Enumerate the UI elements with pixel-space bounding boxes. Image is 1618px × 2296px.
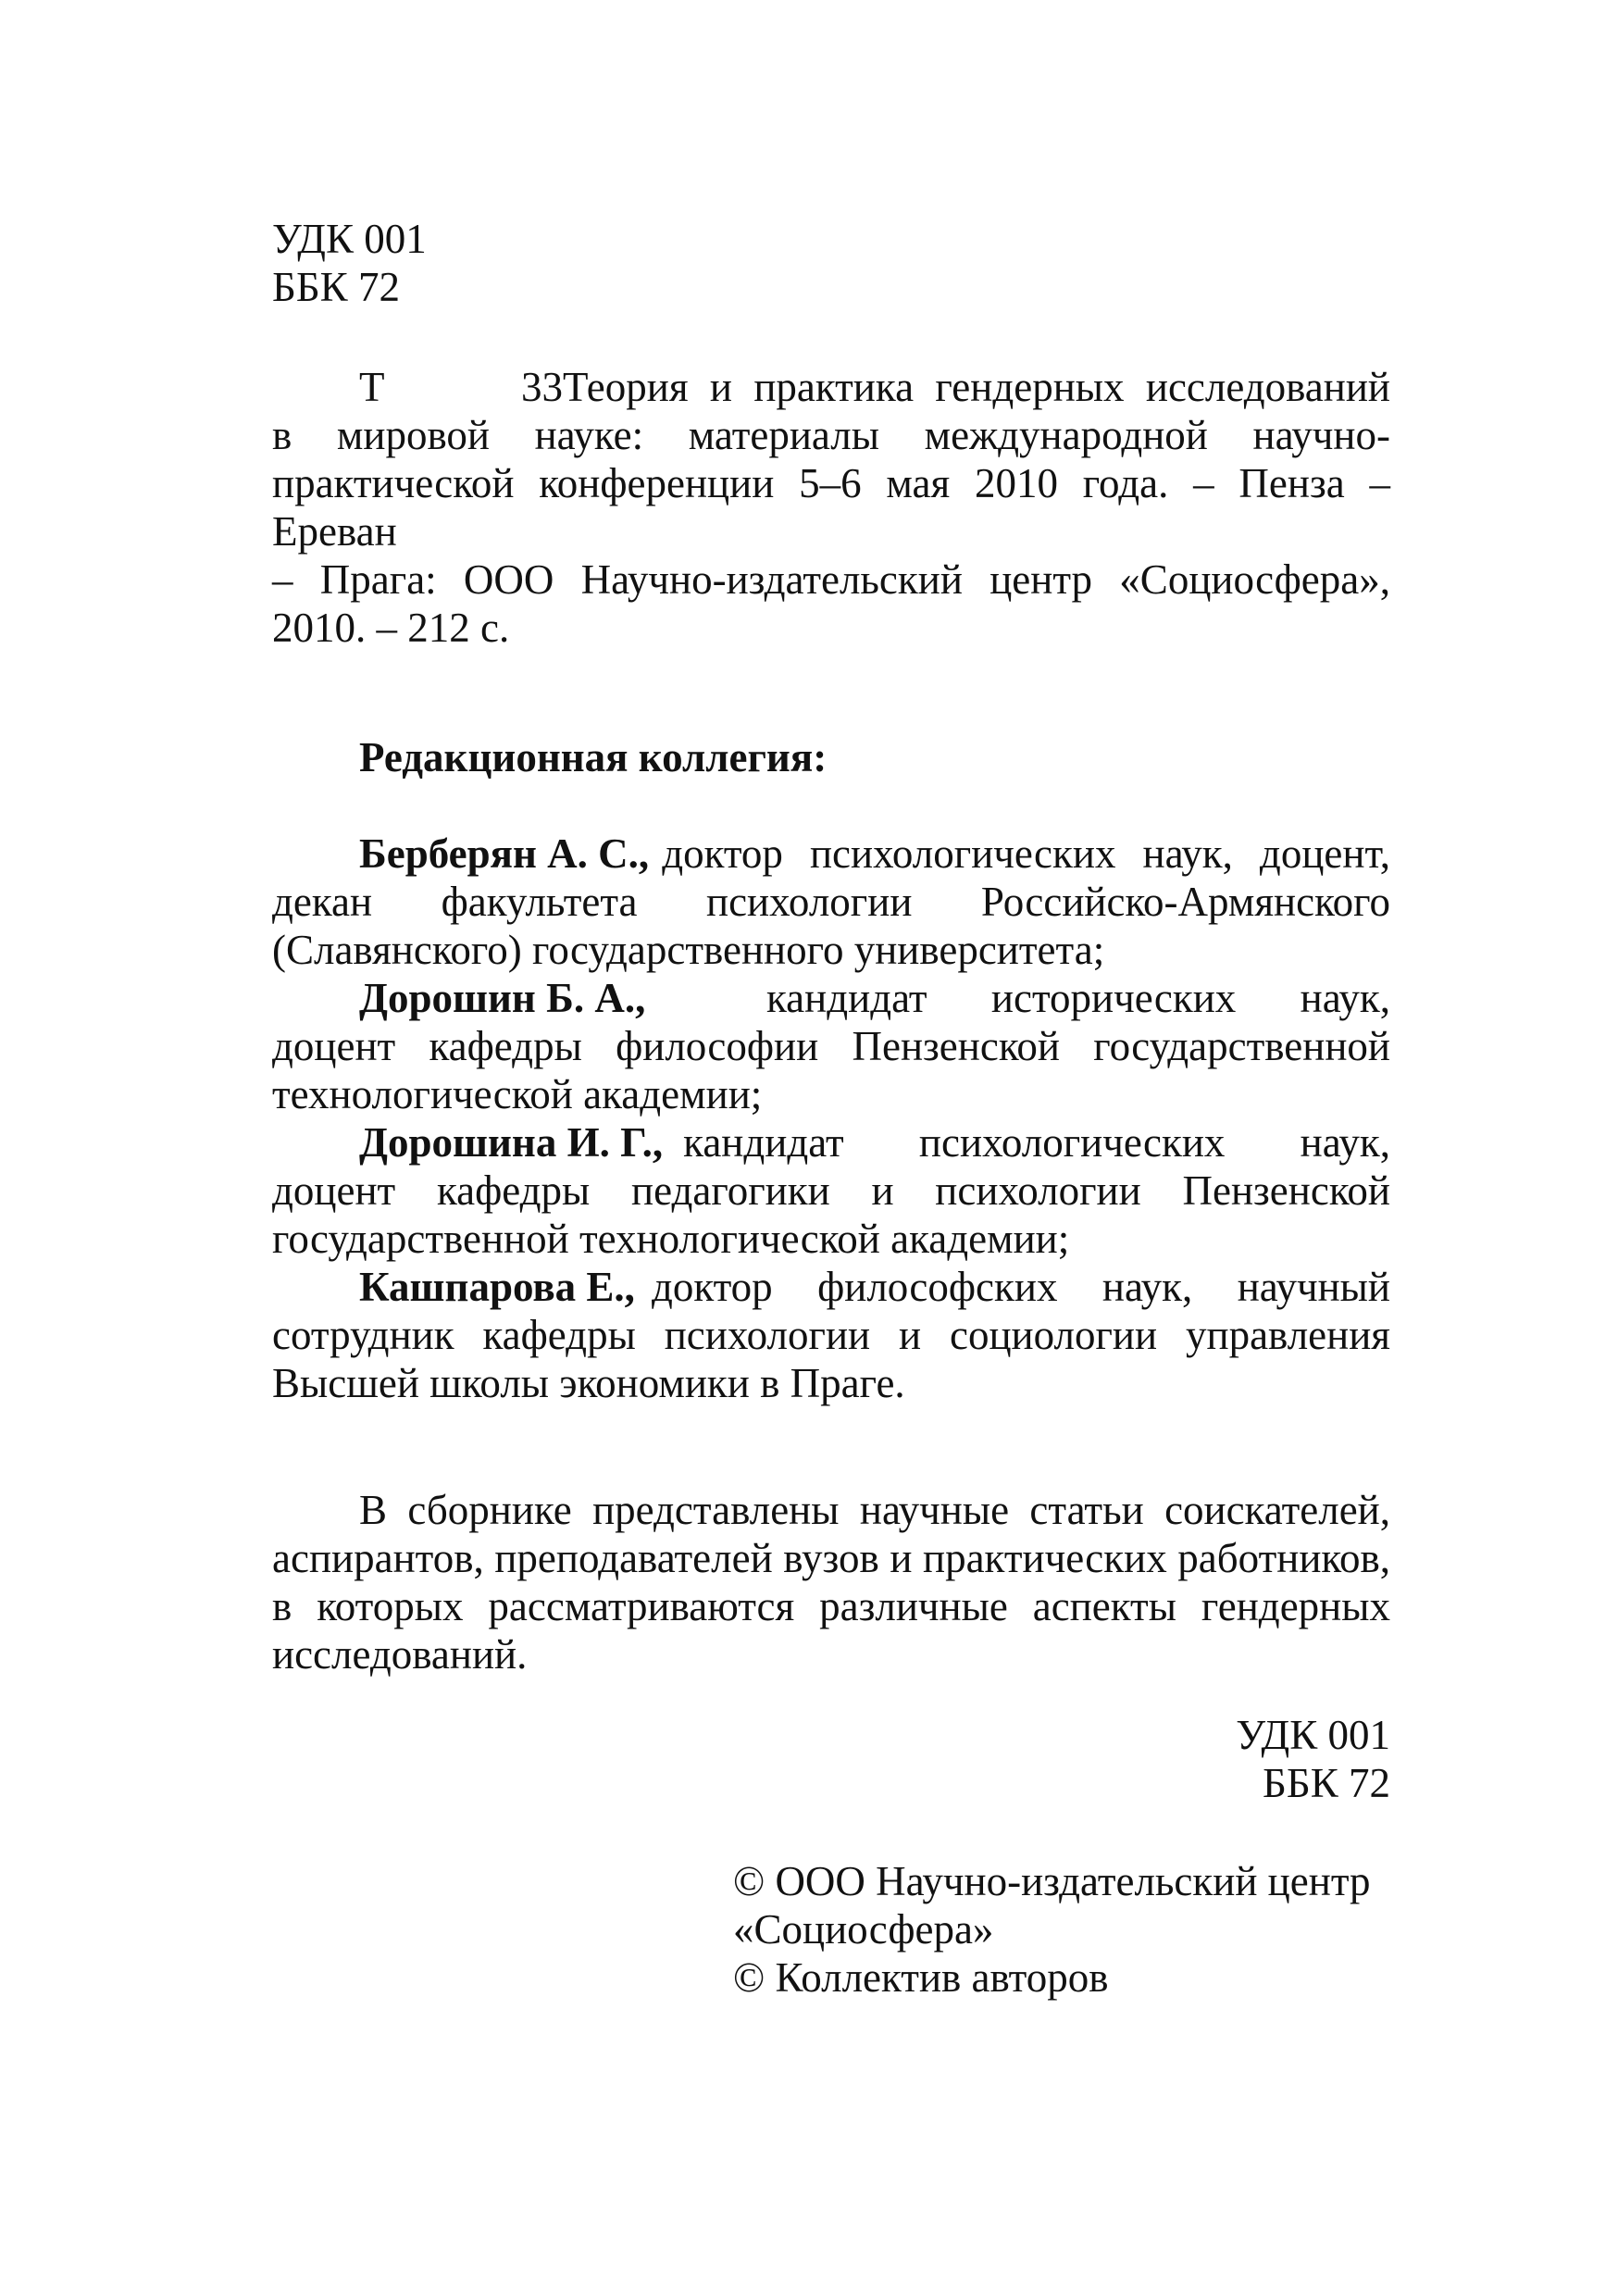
summary-line: В сборнике представлены научные статьи соискателей, bbox=[359, 1487, 1390, 1533]
annotation-line: 2010. – 212 с. bbox=[272, 605, 510, 651]
annotation-line: – Прага: ООО Научно-издательский центр «Социосфера», bbox=[272, 556, 1390, 603]
bbk-code: ББК 72 bbox=[1263, 1760, 1390, 1806]
member-desc: сотрудник кафедры психологии и социологии управления bbox=[272, 1312, 1390, 1358]
member-first-line bbox=[272, 1263, 1390, 1311]
summary-line: исследований. bbox=[272, 1631, 528, 1678]
member-desc: технологической академии; bbox=[272, 1071, 763, 1117]
udk-code: УДК 001 bbox=[272, 216, 427, 262]
member-first-line bbox=[272, 830, 1390, 878]
author-mark: Т 33 bbox=[359, 364, 563, 410]
summary-line: в которых рассматриваются различные аспекты гендерных bbox=[272, 1583, 1390, 1629]
member-desc: государственной технологической академии; bbox=[272, 1216, 1070, 1262]
collection-summary bbox=[272, 1486, 1390, 1678]
member-desc: Высшей школы экономики в Праге. bbox=[272, 1360, 905, 1406]
member-name: Берберян А. С., bbox=[359, 830, 650, 877]
classification-bottom bbox=[1020, 1711, 1390, 1807]
member-desc: кандидат исторических наук, bbox=[766, 975, 1390, 1021]
copyright-line: «Социосфера» bbox=[733, 1906, 994, 1953]
member-name: Дорошин Б. А., bbox=[359, 975, 646, 1021]
classification-top bbox=[272, 215, 642, 311]
member-first-line bbox=[272, 974, 1390, 1022]
summary-line: аспирантов, преподавателей вузов и практических работников, bbox=[272, 1535, 1390, 1581]
copyright-block bbox=[733, 1857, 1437, 2002]
annotation-line: Теория и практика гендерных исследований bbox=[563, 364, 1390, 410]
copyright-line: © Коллектив авторов bbox=[733, 1954, 1109, 2001]
annotation-line: в мировой науке: материалы международной научно- bbox=[272, 412, 1390, 458]
annotation-line: практической конференции 5–6 мая 2010 года. – Пенза – Ереван bbox=[272, 460, 1390, 555]
member-name: Кашпарова Е., bbox=[359, 1264, 635, 1310]
editorial-members bbox=[272, 830, 1390, 1407]
bibliographic-annotation bbox=[272, 363, 1390, 652]
bbk-code: ББК 72 bbox=[272, 264, 400, 310]
member-desc: доктор психологических наук, доцент, bbox=[662, 830, 1390, 877]
member-desc: доцент кафедры философии Пензенской государственной bbox=[272, 1023, 1390, 1069]
annotation-first-line bbox=[272, 363, 1390, 411]
member-desc: декан факультета психологии Российско-Армянского bbox=[272, 879, 1390, 925]
udk-code: УДК 001 bbox=[1236, 1712, 1390, 1758]
member-desc: кандидат психологических наук, bbox=[683, 1119, 1390, 1166]
editorial-board-title: Редакционная коллегия: bbox=[359, 734, 828, 780]
member-desc: (Славянского) государственного университета; bbox=[272, 927, 1105, 973]
member-first-line bbox=[272, 1118, 1390, 1167]
member-desc: доктор философских наук, научный bbox=[651, 1264, 1390, 1310]
copyright-line: © ООО Научно-издательский центр bbox=[733, 1858, 1371, 1904]
member-name: Дорошина И. Г., bbox=[359, 1119, 664, 1166]
member-desc: доцент кафедры педагогики и психологии Пензенской bbox=[272, 1167, 1390, 1214]
